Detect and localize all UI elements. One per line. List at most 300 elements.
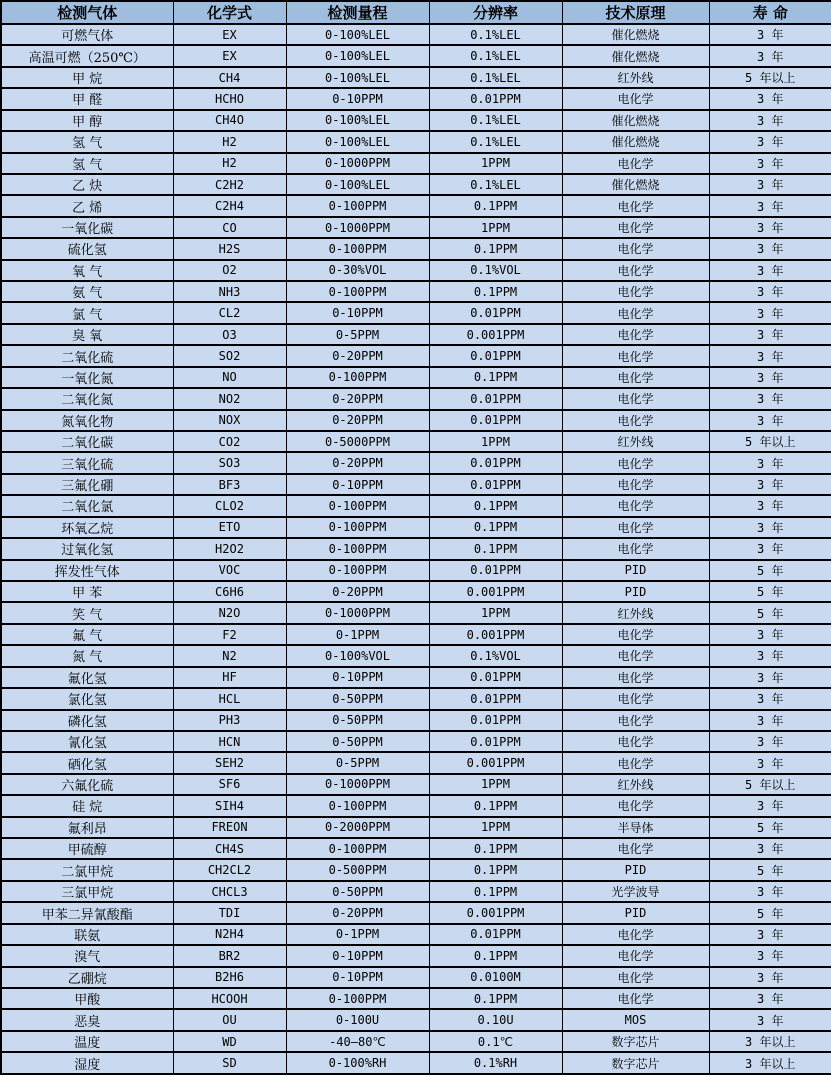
gas-name-cell: 氮氧化物 [1, 410, 173, 431]
range-cell: 0-100PPM [286, 495, 429, 516]
table-row [1, 581, 831, 602]
formula-cell: CLO2 [173, 495, 286, 516]
lifespan-cell: 5 年以上 [709, 431, 831, 452]
gas-name-cell: 甲 苯 [1, 581, 173, 602]
table-row [1, 281, 831, 302]
resolution-cell: 0.001PPM [429, 324, 562, 345]
gas-name-cell: 三氟化硼 [1, 474, 173, 495]
gas-name-cell: 二氧化碳 [1, 431, 173, 452]
range-cell: 0-50PPM [286, 881, 429, 902]
gas-name-cell: 硅 烷 [1, 795, 173, 816]
header-lifespan: 寿 命 [709, 1, 831, 24]
table-row [1, 302, 831, 323]
resolution-cell: 0.0100M [429, 967, 562, 988]
resolution-cell: 0.1PPM [429, 517, 562, 538]
range-cell: 0-100%LEL [286, 24, 429, 45]
formula-cell: CH2CL2 [173, 859, 286, 880]
resolution-cell: 0.01PPM [429, 452, 562, 473]
resolution-cell: 0.1%LEL [429, 131, 562, 152]
gas-name-cell: 磷化氢 [1, 710, 173, 731]
gas-name-cell: 甲 醇 [1, 110, 173, 131]
principle-cell: 电化学 [562, 967, 709, 988]
table-row [1, 217, 831, 238]
lifespan-cell: 3 年 [709, 88, 831, 109]
table-row [1, 667, 831, 688]
range-cell: 0-100PPM [286, 838, 429, 859]
principle-cell: 电化学 [562, 710, 709, 731]
lifespan-cell: 3 年 [709, 131, 831, 152]
lifespan-cell: 3 年 [709, 881, 831, 902]
formula-cell: VOC [173, 560, 286, 581]
resolution-cell: 0.01PPM [429, 560, 562, 581]
resolution-cell: 0.01PPM [429, 345, 562, 366]
lifespan-cell: 3 年 [709, 238, 831, 259]
formula-cell: SO2 [173, 345, 286, 366]
resolution-cell: 0.1%LEL [429, 110, 562, 131]
range-cell: 0-1000PPM [286, 602, 429, 623]
lifespan-cell: 3 年以上 [709, 1031, 831, 1052]
formula-cell: HCHO [173, 88, 286, 109]
table-header-row [1, 1, 831, 24]
table-row [1, 967, 831, 988]
resolution-cell: 0.1PPM [429, 881, 562, 902]
table-row [1, 238, 831, 259]
lifespan-cell: 3 年 [709, 153, 831, 174]
gas-name-cell: 甲硫醇 [1, 838, 173, 859]
principle-cell: 电化学 [562, 88, 709, 109]
formula-cell: SIH4 [173, 795, 286, 816]
table-row [1, 324, 831, 345]
principle-cell: 红外线 [562, 774, 709, 795]
lifespan-cell: 3 年 [709, 260, 831, 281]
table-row [1, 688, 831, 709]
formula-cell: N2H4 [173, 924, 286, 945]
table-row [1, 410, 831, 431]
resolution-cell: 0.01PPM [429, 302, 562, 323]
formula-cell: HF [173, 667, 286, 688]
range-cell: 0-20PPM [286, 581, 429, 602]
gas-name-cell: 三氯甲烷 [1, 881, 173, 902]
formula-cell: WD [173, 1031, 286, 1052]
gas-name-cell: 恶臭 [1, 1009, 173, 1030]
formula-cell: NOX [173, 410, 286, 431]
resolution-cell: 0.01PPM [429, 731, 562, 752]
principle-cell: 半导体 [562, 817, 709, 838]
formula-cell: N2 [173, 645, 286, 666]
lifespan-cell: 3 年 [709, 281, 831, 302]
formula-cell: SD [173, 1052, 286, 1074]
formula-cell: H2 [173, 153, 286, 174]
formula-cell: CH4O [173, 110, 286, 131]
formula-cell: CHCL3 [173, 881, 286, 902]
gas-name-cell: 笑 气 [1, 602, 173, 623]
range-cell: 0-100PPM [286, 517, 429, 538]
range-cell: 0-1000PPM [286, 774, 429, 795]
lifespan-cell: 3 年 [709, 838, 831, 859]
resolution-cell: 0.1PPM [429, 859, 562, 880]
table-row [1, 838, 831, 859]
principle-cell: 电化学 [562, 838, 709, 859]
gas-name-cell: 氟 气 [1, 624, 173, 645]
gas-name-cell: 一氧化氮 [1, 367, 173, 388]
principle-cell: 电化学 [562, 688, 709, 709]
range-cell: 0-100%LEL [286, 67, 429, 88]
range-cell: 0-100PPM [286, 560, 429, 581]
range-cell: 0-2000PPM [286, 817, 429, 838]
resolution-cell: 0.1PPM [429, 838, 562, 859]
gas-name-cell: 氯化氢 [1, 688, 173, 709]
resolution-cell: 0.01PPM [429, 710, 562, 731]
range-cell: 0-5PPM [286, 752, 429, 773]
range-cell: 0-100%LEL [286, 131, 429, 152]
gas-name-cell: 二氯甲烷 [1, 859, 173, 880]
principle-cell: 电化学 [562, 281, 709, 302]
lifespan-cell: 3 年 [709, 110, 831, 131]
lifespan-cell: 3 年 [709, 345, 831, 366]
principle-cell: 电化学 [562, 988, 709, 1009]
lifespan-cell: 3 年 [709, 795, 831, 816]
table-row [1, 795, 831, 816]
range-cell: 0-100PPM [286, 238, 429, 259]
table-row [1, 1052, 831, 1074]
principle-cell: 电化学 [562, 517, 709, 538]
table-row [1, 260, 831, 281]
lifespan-cell: 3 年 [709, 645, 831, 666]
lifespan-cell: 3 年 [709, 45, 831, 66]
lifespan-cell: 3 年 [709, 367, 831, 388]
principle-cell: 电化学 [562, 945, 709, 966]
resolution-cell: 0.01PPM [429, 410, 562, 431]
gas-name-cell: 六氟化硫 [1, 774, 173, 795]
gas-name-cell: 二氧化硫 [1, 345, 173, 366]
table-row [1, 945, 831, 966]
principle-cell: 催化燃烧 [562, 174, 709, 195]
lifespan-cell: 3 年 [709, 624, 831, 645]
gas-name-cell: 一氧化碳 [1, 217, 173, 238]
formula-cell: ETO [173, 517, 286, 538]
lifespan-cell: 3 年 [709, 667, 831, 688]
principle-cell: 电化学 [562, 302, 709, 323]
table-row [1, 388, 831, 409]
principle-cell: 电化学 [562, 388, 709, 409]
lifespan-cell: 3 年 [709, 1009, 831, 1030]
resolution-cell: 0.1PPM [429, 988, 562, 1009]
range-cell: 0-100PPM [286, 367, 429, 388]
table-row [1, 881, 831, 902]
lifespan-cell: 5 年以上 [709, 67, 831, 88]
principle-cell: 催化燃烧 [562, 110, 709, 131]
principle-cell: 红外线 [562, 431, 709, 452]
principle-cell: 电化学 [562, 495, 709, 516]
gas-name-cell: 硫化氢 [1, 238, 173, 259]
lifespan-cell: 5 年 [709, 902, 831, 923]
gas-name-cell: 高温可燃（250℃） [1, 45, 173, 66]
resolution-cell: 0.1%LEL [429, 174, 562, 195]
table-row [1, 774, 831, 795]
lifespan-cell: 3 年 [709, 302, 831, 323]
resolution-cell: 0.001PPM [429, 902, 562, 923]
table-row [1, 474, 831, 495]
gas-name-cell: 环氧乙烷 [1, 517, 173, 538]
principle-cell: 红外线 [562, 602, 709, 623]
formula-cell: SF6 [173, 774, 286, 795]
formula-cell: H2O2 [173, 538, 286, 559]
table-row [1, 517, 831, 538]
principle-cell: 电化学 [562, 345, 709, 366]
gas-name-cell: 甲苯二异氰酸酯 [1, 902, 173, 923]
header-resolution: 分辨率 [429, 1, 562, 24]
lifespan-cell: 5 年 [709, 602, 831, 623]
formula-cell: NO [173, 367, 286, 388]
table-row [1, 88, 831, 109]
range-cell: 0-1000PPM [286, 153, 429, 174]
gas-name-cell: 可燃气体 [1, 24, 173, 45]
table-row [1, 431, 831, 452]
table-row [1, 924, 831, 945]
formula-cell: HCN [173, 731, 286, 752]
lifespan-cell: 3 年 [709, 452, 831, 473]
range-cell: 0-100%LEL [286, 45, 429, 66]
formula-cell: CO2 [173, 431, 286, 452]
table-row [1, 367, 831, 388]
resolution-cell: 0.01PPM [429, 688, 562, 709]
resolution-cell: 0.1PPM [429, 238, 562, 259]
table-row [1, 710, 831, 731]
principle-cell: 电化学 [562, 217, 709, 238]
formula-cell: PH3 [173, 710, 286, 731]
principle-cell: 电化学 [562, 324, 709, 345]
gas-name-cell: 氮 气 [1, 645, 173, 666]
principle-cell: 电化学 [562, 924, 709, 945]
lifespan-cell: 3 年 [709, 495, 831, 516]
gas-name-cell: 氟化氢 [1, 667, 173, 688]
lifespan-cell: 3 年 [709, 24, 831, 45]
resolution-cell: 0.1PPM [429, 367, 562, 388]
range-cell: 0-50PPM [286, 710, 429, 731]
lifespan-cell: 3 年 [709, 538, 831, 559]
principle-cell: 催化燃烧 [562, 131, 709, 152]
range-cell: 0-100PPM [286, 281, 429, 302]
range-cell: 0-100PPM [286, 988, 429, 1009]
range-cell: 0-50PPM [286, 688, 429, 709]
formula-cell: HCOOH [173, 988, 286, 1009]
resolution-cell: 1PPM [429, 217, 562, 238]
header-gas-name: 检测气体 [1, 1, 173, 24]
principle-cell: PID [562, 560, 709, 581]
range-cell: 0-10PPM [286, 945, 429, 966]
gas-name-cell: 温度 [1, 1031, 173, 1052]
lifespan-cell: 3 年 [709, 731, 831, 752]
resolution-cell: 0.1PPM [429, 495, 562, 516]
principle-cell: 电化学 [562, 367, 709, 388]
formula-cell: NO2 [173, 388, 286, 409]
formula-cell: CH4 [173, 67, 286, 88]
lifespan-cell: 3 年 [709, 324, 831, 345]
gas-name-cell: 挥发性气体 [1, 560, 173, 581]
header-chemical-formula: 化学式 [173, 1, 286, 24]
gas-name-cell: 氧 气 [1, 260, 173, 281]
gas-name-cell: 氨 气 [1, 281, 173, 302]
range-cell: 0-10PPM [286, 474, 429, 495]
range-cell: 0-10PPM [286, 88, 429, 109]
gas-name-cell: 氢 气 [1, 131, 173, 152]
resolution-cell: 0.001PPM [429, 624, 562, 645]
lifespan-cell: 3 年 [709, 945, 831, 966]
resolution-cell: 0.01PPM [429, 667, 562, 688]
table-row [1, 902, 831, 923]
principle-cell: 数字芯片 [562, 1052, 709, 1074]
resolution-cell: 0.1%LEL [429, 67, 562, 88]
range-cell: 0-1000PPM [286, 217, 429, 238]
table-row [1, 1031, 831, 1052]
principle-cell: 电化学 [562, 645, 709, 666]
range-cell: 0-10PPM [286, 302, 429, 323]
gas-name-cell: 氯 气 [1, 302, 173, 323]
table-body [1, 24, 831, 1074]
principle-cell: 电化学 [562, 752, 709, 773]
resolution-cell: 0.1PPM [429, 538, 562, 559]
table-row [1, 452, 831, 473]
gas-name-cell: 硒化氢 [1, 752, 173, 773]
table-row [1, 602, 831, 623]
lifespan-cell: 3 年 [709, 752, 831, 773]
gas-name-cell: 联氨 [1, 924, 173, 945]
formula-cell: OU [173, 1009, 286, 1030]
principle-cell: 催化燃烧 [562, 24, 709, 45]
range-cell: 0-100%LEL [286, 174, 429, 195]
range-cell: 0-50PPM [286, 731, 429, 752]
principle-cell: PID [562, 902, 709, 923]
principle-cell: 电化学 [562, 153, 709, 174]
range-cell: -40—80℃ [286, 1031, 429, 1052]
gas-name-cell: 氟利昂 [1, 817, 173, 838]
gas-name-cell: 二氧化氮 [1, 388, 173, 409]
header-technology-principle: 技术原理 [562, 1, 709, 24]
table-row [1, 131, 831, 152]
lifespan-cell: 3 年 [709, 517, 831, 538]
lifespan-cell: 3 年 [709, 924, 831, 945]
gas-name-cell: 甲 醛 [1, 88, 173, 109]
table-row [1, 752, 831, 773]
formula-cell: B2H6 [173, 967, 286, 988]
lifespan-cell: 3 年 [709, 710, 831, 731]
principle-cell: 数字芯片 [562, 1031, 709, 1052]
principle-cell: 催化燃烧 [562, 45, 709, 66]
formula-cell: C6H6 [173, 581, 286, 602]
table-row [1, 67, 831, 88]
formula-cell: SEH2 [173, 752, 286, 773]
lifespan-cell: 3 年 [709, 410, 831, 431]
principle-cell: 光学波导 [562, 881, 709, 902]
gas-name-cell: 乙 炔 [1, 174, 173, 195]
resolution-cell: 0.1%LEL [429, 45, 562, 66]
range-cell: 0-100PPM [286, 538, 429, 559]
range-cell: 0-20PPM [286, 388, 429, 409]
gas-name-cell: 氰化氢 [1, 731, 173, 752]
resolution-cell: 0.01PPM [429, 388, 562, 409]
formula-cell: C2H4 [173, 195, 286, 216]
range-cell: 0-100PPM [286, 195, 429, 216]
lifespan-cell: 3 年 [709, 988, 831, 1009]
resolution-cell: 0.1PPM [429, 195, 562, 216]
formula-cell: CO [173, 217, 286, 238]
formula-cell: F2 [173, 624, 286, 645]
resolution-cell: 0.01PPM [429, 474, 562, 495]
lifespan-cell: 3 年 [709, 474, 831, 495]
resolution-cell: 0.10U [429, 1009, 562, 1030]
resolution-cell: 0.001PPM [429, 752, 562, 773]
resolution-cell: 0.1PPM [429, 945, 562, 966]
formula-cell: N2O [173, 602, 286, 623]
gas-name-cell: 溴气 [1, 945, 173, 966]
range-cell: 0-100%VOL [286, 645, 429, 666]
formula-cell: TDI [173, 902, 286, 923]
table-row [1, 988, 831, 1009]
formula-cell: C2H2 [173, 174, 286, 195]
principle-cell: 电化学 [562, 538, 709, 559]
range-cell: 0-100U [286, 1009, 429, 1030]
table-row [1, 560, 831, 581]
table-row [1, 153, 831, 174]
principle-cell: 电化学 [562, 795, 709, 816]
lifespan-cell: 3 年 [709, 195, 831, 216]
range-cell: 0-30%VOL [286, 260, 429, 281]
principle-cell: 红外线 [562, 67, 709, 88]
lifespan-cell: 5 年以上 [709, 774, 831, 795]
lifespan-cell: 3 年 [709, 217, 831, 238]
gas-name-cell: 湿度 [1, 1052, 173, 1074]
formula-cell: O3 [173, 324, 286, 345]
lifespan-cell: 5 年 [709, 560, 831, 581]
range-cell: 0-500PPM [286, 859, 429, 880]
resolution-cell: 1PPM [429, 153, 562, 174]
principle-cell: 电化学 [562, 260, 709, 281]
gas-name-cell: 甲酸 [1, 988, 173, 1009]
formula-cell: HCL [173, 688, 286, 709]
resolution-cell: 0.001PPM [429, 581, 562, 602]
formula-cell: H2S [173, 238, 286, 259]
gas-name-cell: 乙 烯 [1, 195, 173, 216]
resolution-cell: 0.1PPM [429, 281, 562, 302]
principle-cell: 电化学 [562, 410, 709, 431]
range-cell: 0-100%RH [286, 1052, 429, 1074]
resolution-cell: 1PPM [429, 817, 562, 838]
table-row [1, 1009, 831, 1030]
range-cell: 0-1PPM [286, 624, 429, 645]
resolution-cell: 1PPM [429, 431, 562, 452]
lifespan-cell: 5 年 [709, 859, 831, 880]
table-row [1, 624, 831, 645]
gas-name-cell: 臭 氧 [1, 324, 173, 345]
range-cell: 0-10PPM [286, 967, 429, 988]
gas-name-cell: 氢 气 [1, 153, 173, 174]
formula-cell: BR2 [173, 945, 286, 966]
formula-cell: CH4S [173, 838, 286, 859]
lifespan-cell: 3 年 [709, 174, 831, 195]
principle-cell: MOS [562, 1009, 709, 1030]
resolution-cell: 1PPM [429, 774, 562, 795]
resolution-cell: 0.1%VOL [429, 645, 562, 666]
range-cell: 0-10PPM [286, 667, 429, 688]
formula-cell: NH3 [173, 281, 286, 302]
range-cell: 0-20PPM [286, 410, 429, 431]
table-row [1, 174, 831, 195]
principle-cell: 电化学 [562, 238, 709, 259]
principle-cell: 电化学 [562, 195, 709, 216]
resolution-cell: 0.1%VOL [429, 260, 562, 281]
principle-cell: 电化学 [562, 474, 709, 495]
gas-name-cell: 乙硼烷 [1, 967, 173, 988]
